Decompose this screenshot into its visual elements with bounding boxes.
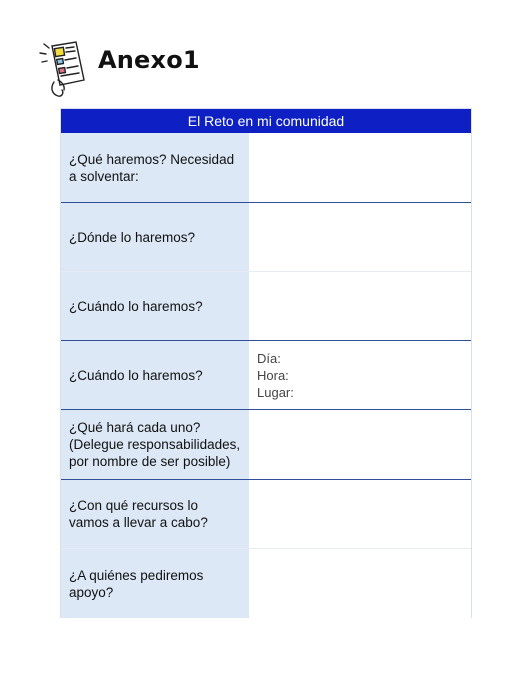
- question-label: ¿Con qué recursos lo vamos a llevar a cabo?: [69, 498, 208, 530]
- table-heading: El Reto en mi comunidad: [61, 109, 471, 133]
- table-row: [61, 271, 471, 340]
- question-label: ¿Dónde lo haremos?: [69, 229, 196, 245]
- challenge-table: [60, 108, 472, 618]
- question-label: ¿A quiénes pediremos apoyo?: [69, 567, 204, 600]
- answer-cell[interactable]: [249, 341, 471, 409]
- answer-cell[interactable]: [249, 549, 471, 618]
- question-cell: [61, 341, 249, 409]
- document-checklist-icon: [38, 38, 92, 100]
- field-label-time: Hora:: [257, 367, 289, 383]
- question-cell: [61, 272, 249, 340]
- question-label: ¿Qué hará cada uno? (Delegue responsabilidades, por nombre de ser posible): [69, 420, 241, 469]
- table-row: [61, 479, 471, 548]
- table-row: [61, 340, 471, 409]
- question-label: ¿Cuándo lo haremos?: [69, 367, 203, 383]
- question-cell: [61, 480, 249, 548]
- answer-cell[interactable]: [249, 133, 471, 202]
- answer-cell[interactable]: [249, 410, 471, 479]
- page-title: Anexo1: [98, 46, 200, 74]
- field-label-day: Día:: [257, 350, 281, 366]
- table-row: [61, 548, 471, 618]
- table-row: [61, 202, 471, 271]
- table-row: [61, 133, 471, 202]
- question-cell: [61, 133, 249, 202]
- question-cell: [61, 549, 249, 618]
- answer-cell[interactable]: [249, 272, 471, 340]
- page-header: [36, 36, 336, 100]
- table-row: [61, 409, 471, 479]
- question-label: ¿Qué haremos? Necesidad a solventar:: [69, 151, 235, 184]
- question-label: ¿Cuándo lo haremos?: [69, 298, 203, 314]
- question-cell: [61, 410, 249, 479]
- answer-cell[interactable]: [249, 480, 471, 548]
- field-label-place: Lugar:: [257, 384, 294, 400]
- question-cell: [61, 203, 249, 271]
- answer-cell[interactable]: [249, 203, 471, 271]
